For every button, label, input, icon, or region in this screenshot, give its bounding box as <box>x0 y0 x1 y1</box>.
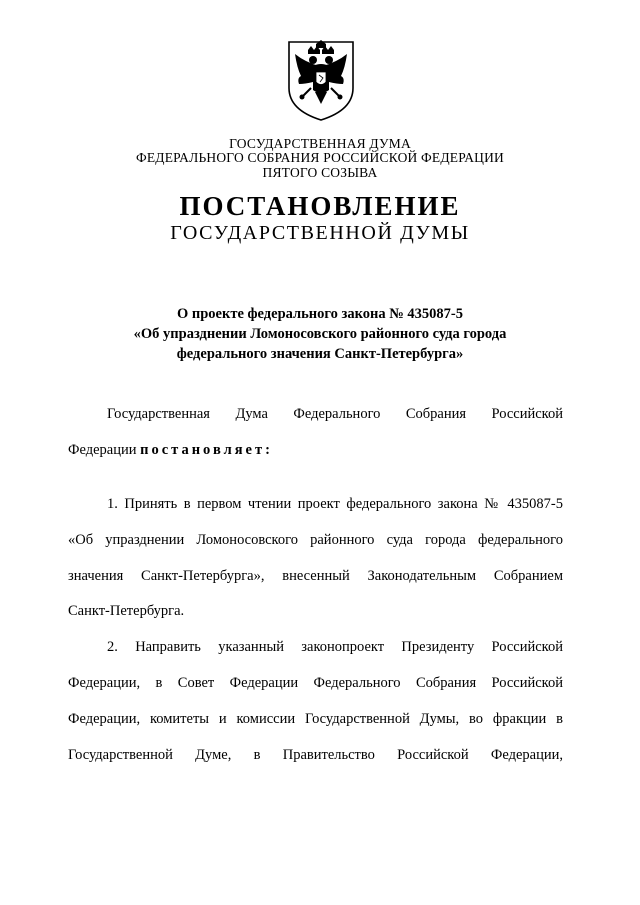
resolution-verb: постановляет: <box>140 442 273 458</box>
convocation-line: ПЯТОГО СОЗЫВА <box>262 165 378 180</box>
paragraph-1-line-4: Санкт-Петербурга. <box>68 603 185 619</box>
paragraph-2-line-4: Государственной Думе, в Правительство Российской Федерации, <box>68 747 563 763</box>
intro-line-2-text: Федерации <box>68 442 141 458</box>
org-name-line-2: ФЕДЕРАЛЬНОГО СОБРАНИЯ РОССИЙСКОЙ ФЕДЕРАЦИИ <box>136 150 504 165</box>
paragraph-2-line-2: Федерации, в Совет Федерации Федерального Собрания Российской <box>68 675 563 691</box>
paragraph-1-line-1: 1. Принять в первом чтении проект федерального закона № 435087-5 <box>107 496 563 512</box>
intro-line-2 <box>68 440 563 460</box>
paragraph-2-line-1: 2. Направить указанный законопроект Президенту Российской <box>107 639 563 655</box>
paragraph-1-line-2: «Об упразднении Ломоносовского районного суда города федерального <box>68 532 563 548</box>
subject-line-3: федерального значения Санкт-Петербурга» <box>176 346 464 362</box>
subject-line-2: «Об упразднении Ломоносовского районного суда города <box>133 326 507 342</box>
document-title: ПОСТАНОВЛЕНИЕ <box>179 191 461 221</box>
org-name-line-1: ГОСУДАРСТВЕННАЯ ДУМА <box>229 136 411 151</box>
intro-line-1: Государственная Дума Федерального Собрания Российской <box>107 406 563 422</box>
state-emblem-icon <box>283 38 359 122</box>
subject-line-1: О проекте федерального закона № 435087-5 <box>176 306 464 322</box>
paragraph-2-line-3: Федерации, комитеты и комиссии Государственной Думы, во фракции в <box>68 711 563 727</box>
document-subtitle: ГОСУДАРСТВЕННОЙ ДУМЫ <box>170 222 470 244</box>
paragraph-1-line-3: значения Санкт-Петербурга», внесенный Законодательным Собранием <box>68 568 563 584</box>
